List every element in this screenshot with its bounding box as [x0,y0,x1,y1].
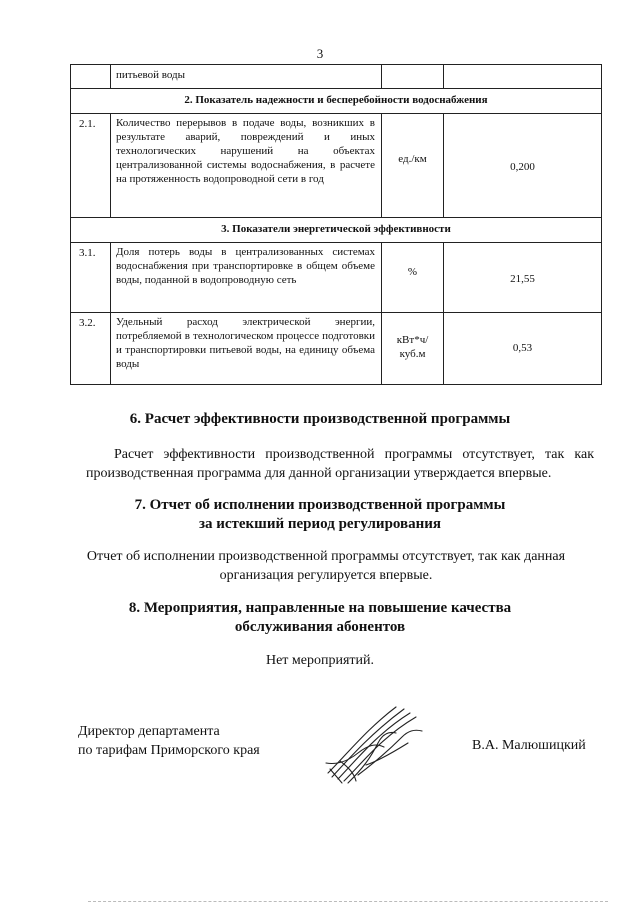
page-number: 3 [316,46,324,61]
row-value-cell: 21,55 [444,243,602,313]
bottom-divider [88,901,608,902]
table-row [71,313,602,385]
indicators-table [70,64,602,385]
signatory-position-line2: по тарифам Приморского края [78,743,260,758]
section-8-text: Нет мероприятий. [265,653,375,668]
handwritten-signature-icon [318,703,428,785]
signatory-name: В.А. Малюшицкий [472,738,586,753]
row-value-cell: 0,200 [444,114,602,218]
row-number-cell: 3.2. [71,313,111,385]
row-value-cell: 0,53 [444,313,602,385]
signatory-position [78,722,260,760]
section-7-heading-line2: за истекший период регулирования [198,516,442,532]
table-row [71,243,602,313]
table-row [71,65,602,89]
row-number-cell [71,65,111,89]
section-6-heading: 6. Расчет эффективности производственной программы [129,411,511,427]
row-number-cell: 2.1. [71,114,111,218]
signatory-position-line1: Директор департамента [78,724,220,739]
row-name-cell: Количество перерывов в подаче воды, возникших в результате аварий, повреждений и иных технологических нарушений на объектах централизованной системы водоснабжения, в расчете на протяженность водопроводной сети в год [111,114,382,218]
row-name-cell: Доля потерь воды в централизованных системах водоснабжения при транспортировке в общем объеме воды, поданной в водопроводную сеть [111,243,382,313]
row-unit-cell: % [382,243,444,313]
section-7-text: Отчет об исполнении производственной программы отсутствует, так как данная организация регулируется впервые. [86,549,566,583]
row-unit-cell: ед./км [382,114,444,218]
section-row [71,89,602,114]
section-row [71,218,602,243]
section-6-text: Расчет эффективности производственной программы отсутствует, так как производственная программа для данной организации утверждается впервые. [86,447,594,481]
section-title: 2. Показатель надежности и бесперебойности водоснабжения [71,89,602,114]
section-title: 3. Показатели энергетической эффективности [71,218,602,243]
row-name-cell: питьевой воды [111,65,382,89]
row-unit-cell [382,65,444,89]
row-number-cell: 3.1. [71,243,111,313]
section-7-heading-line1: 7. Отчет об исполнении производственной программы [134,497,506,513]
section-8-heading-line1: 8. Мероприятия, направленные на повышение качества [128,600,512,616]
row-name-cell: Удельный расход электрической энергии, потребляемой в технологическом процессе подготовки и транспортировки питьевой воды, на единицу объема воды [111,313,382,385]
row-value-cell [444,65,602,89]
section-8-heading-line2: обслуживания абонентов [234,619,406,635]
row-unit-cell: кВт*ч/ куб.м [382,313,444,385]
table-row [71,114,602,218]
